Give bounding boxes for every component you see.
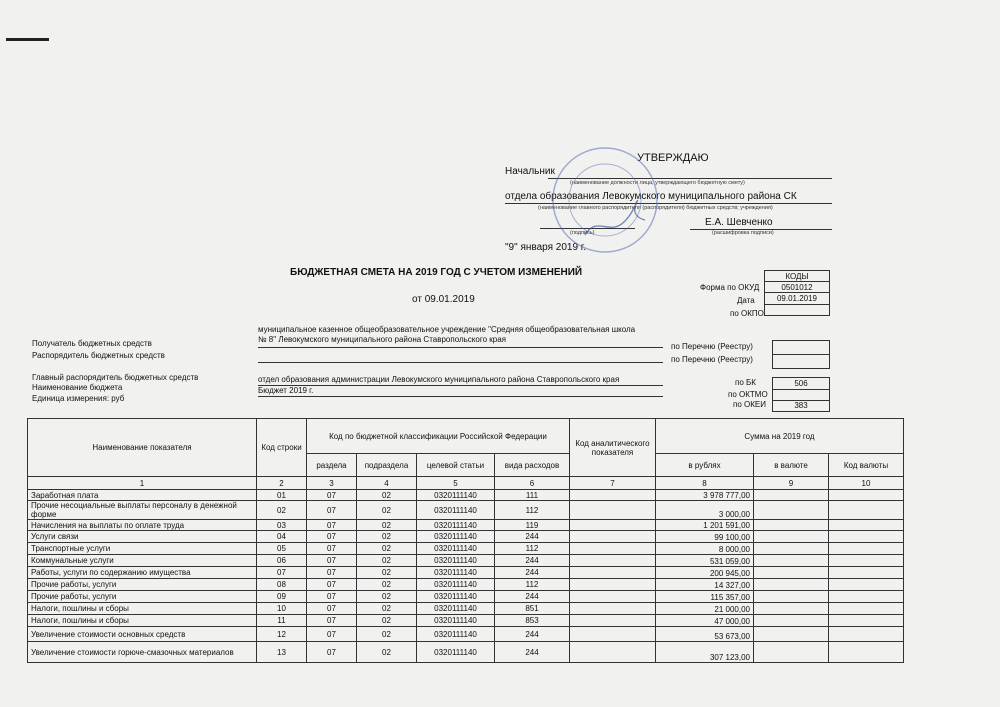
row-name: Прочие работы, услуги (28, 579, 257, 591)
official-stamp-icon (545, 140, 665, 260)
row-section: 07 (307, 520, 357, 531)
okud-label: Форма по ОКУД (700, 283, 760, 292)
sign-hint: (подпись) (570, 230, 595, 236)
row-analytic (570, 490, 656, 501)
recipient-line2: № 8" Левокумского муниципального района Ставропольского края (258, 335, 506, 344)
row-analytic (570, 520, 656, 531)
row-name: Услуги связи (28, 531, 257, 543)
row-name: Работы, услуги по содержанию имущества (28, 567, 257, 579)
table-row (28, 501, 904, 520)
row-sum: 53 673,00 (656, 627, 754, 642)
row-subsection: 02 (357, 520, 417, 531)
header-mark (6, 38, 49, 41)
table-row (28, 567, 904, 579)
row-curcode (829, 501, 904, 520)
row-curcode (829, 490, 904, 501)
row-code: 10 (257, 603, 307, 615)
row-analytic (570, 567, 656, 579)
row-currency (754, 531, 829, 543)
bk-value: 506 (772, 377, 830, 389)
row-name: Транспортные услуги (28, 543, 257, 555)
date-label: Дата (737, 296, 755, 305)
row-curcode (829, 591, 904, 603)
row-name: Прочие работы, услуги (28, 591, 257, 603)
col-num: 3 (307, 477, 357, 490)
row-type: 853 (495, 615, 570, 627)
row-target: 0320111140 (417, 603, 495, 615)
th-sum: Сумма на 2019 год (656, 419, 904, 454)
row-analytic (570, 603, 656, 615)
recipient-line1: муниципальное казенное общеобразовательное учреждение "Средняя общеобразовательная школа (258, 325, 636, 334)
row-section: 07 (307, 501, 357, 520)
position-hint: (наименование должности лица, утверждающего бюджетную смету) (570, 180, 745, 186)
row-sum: 14 327,00 (656, 579, 754, 591)
codes-header: КОДЫ (765, 271, 830, 282)
doc-date: от 09.01.2019 (412, 294, 475, 305)
row-type: 244 (495, 627, 570, 642)
row-currency (754, 555, 829, 567)
row-currency (754, 501, 829, 520)
row-section: 07 (307, 567, 357, 579)
row-currency (754, 591, 829, 603)
row-section: 07 (307, 642, 357, 663)
distributor-label: Распорядитель бюджетных средств (32, 351, 165, 360)
row-section: 07 (307, 555, 357, 567)
row-analytic (570, 627, 656, 642)
row-subsection: 02 (357, 627, 417, 642)
row-sum: 21 000,00 (656, 603, 754, 615)
row-type: 244 (495, 591, 570, 603)
row-section: 07 (307, 627, 357, 642)
row-sum: 307 123,00 (656, 642, 754, 663)
th-target: целевой статьи (417, 454, 495, 477)
row-curcode (829, 627, 904, 642)
row-currency (754, 520, 829, 531)
row-target: 0320111140 (417, 555, 495, 567)
row-subsection: 02 (357, 555, 417, 567)
approval-date: "9" января 2019 г. (505, 242, 587, 253)
main-distributor-value: отдел образования администрации Левокумского муниципального района Ставропольского края (258, 375, 620, 384)
row-subsection: 02 (357, 531, 417, 543)
row-sum: 47 000,00 (656, 615, 754, 627)
row-sum: 115 357,00 (656, 591, 754, 603)
row-type: 112 (495, 543, 570, 555)
row-section: 07 (307, 490, 357, 501)
row-code: 06 (257, 555, 307, 567)
row-type: 244 (495, 642, 570, 663)
okei-label: по ОКЕИ (733, 400, 766, 409)
approval-org: отдела образования Левокумского муниципального района СК (505, 191, 797, 202)
approval-position: Начальник (505, 166, 555, 177)
row-sum: 200 945,00 (656, 567, 754, 579)
row-analytic (570, 579, 656, 591)
col-num: 8 (656, 477, 754, 490)
row-target: 0320111140 (417, 567, 495, 579)
column-numbers-row (28, 477, 904, 490)
oktmo-label: по ОКТМО (728, 390, 768, 399)
table-row (28, 490, 904, 501)
row-sum: 3 978 777,00 (656, 490, 754, 501)
row-target: 0320111140 (417, 501, 495, 520)
recipient-label: Получатель бюджетных средств (32, 339, 152, 348)
row-code: 05 (257, 543, 307, 555)
decode-hint: (расшифровка подписи) (712, 230, 774, 236)
row-name: Увеличение стоимости основных средств (28, 627, 257, 642)
row-type: 112 (495, 579, 570, 591)
okei-value: 383 (772, 400, 830, 412)
row-code: 08 (257, 579, 307, 591)
row-code: 03 (257, 520, 307, 531)
row-currency (754, 579, 829, 591)
estimate-table (27, 418, 904, 663)
row-code: 02 (257, 501, 307, 520)
row-target: 0320111140 (417, 642, 495, 663)
row-section: 07 (307, 579, 357, 591)
row-name: Начисления на выплаты по оплате труда (28, 520, 257, 531)
col-num: 9 (754, 477, 829, 490)
budget-value: Бюджет 2019 г. (258, 386, 314, 395)
row-target: 0320111140 (417, 531, 495, 543)
oktmo-value (772, 389, 830, 400)
doc-title: БЮДЖЕТНАЯ СМЕТА НА 2019 ГОД С УЧЕТОМ ИЗМЕНЕНИЙ (290, 267, 583, 278)
row-subsection: 02 (357, 490, 417, 501)
row-name: Коммунальные услуги (28, 555, 257, 567)
th-section: раздела (307, 454, 357, 477)
row-analytic (570, 501, 656, 520)
row-type: 851 (495, 603, 570, 615)
row-target: 0320111140 (417, 591, 495, 603)
th-subsection: подраздела (357, 454, 417, 477)
row-currency (754, 615, 829, 627)
row-code: 13 (257, 642, 307, 663)
th-name: Наименование показателя (28, 419, 257, 477)
row-target: 0320111140 (417, 615, 495, 627)
budget-label: Наименование бюджета (32, 383, 123, 392)
row-name: Увеличение стоимости горюче-смазочных материалов (28, 642, 257, 663)
row-type: 112 (495, 501, 570, 520)
row-currency (754, 642, 829, 663)
row-analytic (570, 642, 656, 663)
table-row (28, 579, 904, 591)
table-row (28, 642, 904, 663)
date-value: 09.01.2019 (765, 293, 830, 304)
okud-value: 0501012 (765, 282, 830, 293)
table-row (28, 591, 904, 603)
row-curcode (829, 579, 904, 591)
th-rub: в рублях (656, 454, 754, 477)
row-subsection: 02 (357, 642, 417, 663)
row-curcode (829, 555, 904, 567)
row-subsection: 02 (357, 543, 417, 555)
row-target: 0320111140 (417, 490, 495, 501)
unit-label: Единица измерения: руб (32, 394, 125, 403)
row-curcode (829, 520, 904, 531)
codes-side (772, 340, 830, 412)
col-num: 6 (495, 477, 570, 490)
col-num: 7 (570, 477, 656, 490)
table-row (28, 531, 904, 543)
row-sum: 99 100,00 (656, 531, 754, 543)
row-target: 0320111140 (417, 543, 495, 555)
row-type: 244 (495, 567, 570, 579)
row-name: Прочие несоциальные выплаты персоналу в денежной форме (28, 501, 257, 520)
row-name: Налоги, пошлины и сборы (28, 603, 257, 615)
approval-signer: Е.А. Шевченко (705, 217, 773, 228)
row-name: Заработная плата (28, 490, 257, 501)
row-subsection: 02 (357, 567, 417, 579)
row-currency (754, 603, 829, 615)
th-currency: в валюте (754, 454, 829, 477)
perechen1-label: по Перечню (Реестру) (671, 342, 753, 351)
row-currency (754, 567, 829, 579)
row-curcode (829, 615, 904, 627)
perechen1-value (772, 340, 830, 354)
row-type: 244 (495, 531, 570, 543)
perechen2-label: по Перечню (Реестру) (671, 355, 753, 364)
row-type: 244 (495, 555, 570, 567)
th-curcode: Код валюты (829, 454, 904, 477)
row-code: 11 (257, 615, 307, 627)
row-analytic (570, 555, 656, 567)
bk-label: по БК (735, 378, 756, 387)
row-curcode (829, 543, 904, 555)
row-currency (754, 627, 829, 642)
row-code: 12 (257, 627, 307, 642)
row-subsection: 02 (357, 591, 417, 603)
row-sum: 8 000,00 (656, 543, 754, 555)
row-subsection: 02 (357, 603, 417, 615)
table-row (28, 543, 904, 555)
table-row (28, 555, 904, 567)
main-distributor-label: Главный распорядитель бюджетных средств (32, 373, 199, 382)
th-analytic: Код аналитического показателя (570, 419, 656, 477)
row-curcode (829, 531, 904, 543)
table-row (28, 615, 904, 627)
row-section: 07 (307, 543, 357, 555)
row-analytic (570, 531, 656, 543)
th-code: Код строки (257, 419, 307, 477)
row-subsection: 02 (357, 579, 417, 591)
col-num: 5 (417, 477, 495, 490)
row-section: 07 (307, 531, 357, 543)
row-code: 01 (257, 490, 307, 501)
approval-title: УТВЕРЖДАЮ (637, 152, 709, 164)
col-num: 2 (257, 477, 307, 490)
row-subsection: 02 (357, 615, 417, 627)
table-row (28, 520, 904, 531)
th-bk: Код по бюджетной классификации Российской Федерации (307, 419, 570, 454)
row-code: 09 (257, 591, 307, 603)
row-sum: 531 059,00 (656, 555, 754, 567)
table-row (28, 603, 904, 615)
perechen2-value (772, 354, 830, 368)
org-hint: (наименование главного распорядителя (распорядителя) бюджетных средств; учреждения) (538, 205, 773, 211)
table-row (28, 627, 904, 642)
row-sum: 3 000,00 (656, 501, 754, 520)
codes-table (764, 270, 830, 316)
row-code: 07 (257, 567, 307, 579)
row-target: 0320111140 (417, 627, 495, 642)
th-type: вида расходов (495, 454, 570, 477)
row-analytic (570, 543, 656, 555)
row-code: 04 (257, 531, 307, 543)
row-currency (754, 543, 829, 555)
col-num: 4 (357, 477, 417, 490)
row-analytic (570, 591, 656, 603)
row-sum: 1 201 591,00 (656, 520, 754, 531)
row-type: 119 (495, 520, 570, 531)
okpo-value (765, 304, 830, 315)
row-curcode (829, 642, 904, 663)
row-curcode (829, 603, 904, 615)
row-currency (754, 490, 829, 501)
row-name: Налоги, пошлины и сборы (28, 615, 257, 627)
row-section: 07 (307, 603, 357, 615)
col-num: 10 (829, 477, 904, 490)
row-type: 111 (495, 490, 570, 501)
row-target: 0320111140 (417, 579, 495, 591)
row-section: 07 (307, 615, 357, 627)
row-section: 07 (307, 591, 357, 603)
okpo-label: по ОКПО (730, 309, 764, 318)
row-curcode (829, 567, 904, 579)
row-subsection: 02 (357, 501, 417, 520)
row-analytic (570, 615, 656, 627)
row-target: 0320111140 (417, 520, 495, 531)
col-num: 1 (28, 477, 257, 490)
